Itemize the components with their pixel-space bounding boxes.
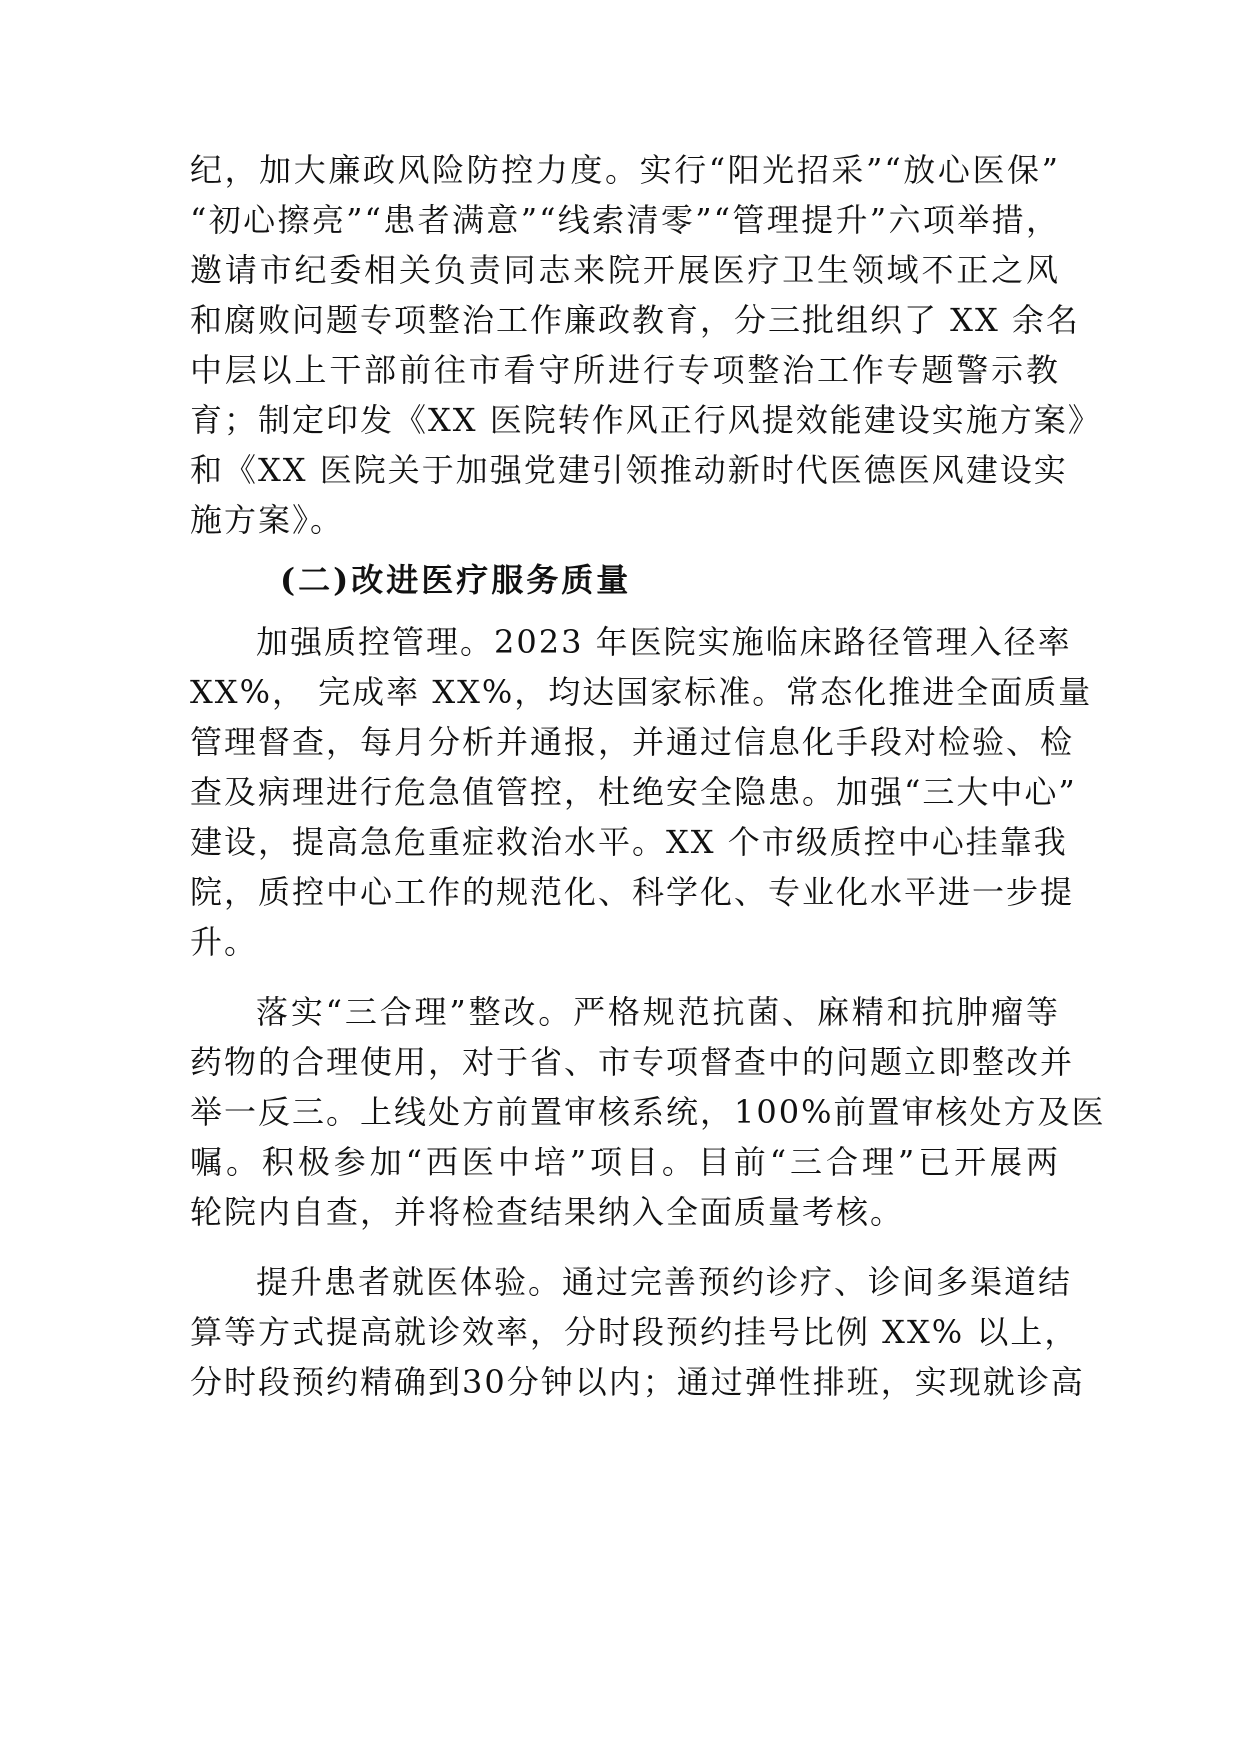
text-line: 举一反三。上线处方前置审核系统，100%前置审核处方及医 xyxy=(190,1093,1106,1131)
text-line: 算等方式提高就诊效率，分时段预约挂号比例 XX% 以上， xyxy=(190,1313,1079,1351)
text-line: 轮院内自查，并将检查结果纳入全面质量考核。 xyxy=(190,1193,905,1231)
text-line: 落实“三合理”整改。严格规范抗菌、麻精和抗肿瘤等 xyxy=(256,993,1060,1031)
text-line: 嘱。积极参加“西医中培”项目。目前“三合理”已开展两 xyxy=(190,1143,1060,1181)
text-line: 建设，提高急危重症救治水平。XX 个市级质控中心挂靠我 xyxy=(190,823,1068,861)
text-line: 分时段预约精确到30分钟以内；通过弹性排班，实现就诊高 xyxy=(190,1363,1085,1401)
text-line: 纪，加大廉政风险防控力度。实行“阳光招采”“放心医保” xyxy=(190,151,1060,189)
text-line: 和《XX 医院关于加强党建引领推动新时代医德医风建设实 xyxy=(190,451,1068,489)
section-heading: (二)改进医疗服务质量 xyxy=(280,561,632,599)
text-line: 药物的合理使用，对于省、市专项督查中的问题立即整改并 xyxy=(190,1043,1075,1081)
text-line: 中层以上干部前往市看守所进行专项整治工作专题警示教 xyxy=(190,351,1060,389)
text-line: 邀请市纪委相关负责同志来院开展医疗卫生领域不正之风 xyxy=(190,251,1060,289)
text-line: 查及病理进行危急值管控，杜绝安全隐患。加强“三大中心” xyxy=(190,773,1077,811)
text-line: 升。 xyxy=(190,923,259,961)
text-line: 施方案》。 xyxy=(190,501,345,539)
text-line: XX%， 完成率 XX%，均达国家标准。常态化推进全面质量 xyxy=(190,673,1093,711)
text-line: 加强质控管理。2023 年医院实施临床路径管理入径率 xyxy=(256,623,1072,661)
text-line: 和腐败问题专项整治工作廉政教育，分三批组织了 XX 余名 xyxy=(190,301,1080,339)
text-line: 院，质控中心工作的规范化、科学化、专业化水平进一步提 xyxy=(190,873,1075,911)
text-line: 提升患者就医体验。通过完善预约诊疗、诊间多渠道结 xyxy=(256,1263,1073,1301)
text-line: “初心擦亮”“患者满意”“线索清零”“管理提升”六项举措， xyxy=(190,201,1060,239)
text-line: 育；制定印发《XX 医院转作风正行风提效能建设实施方案》 xyxy=(190,401,1102,439)
text-line: 管理督查，每月分析并通报，并通过信息化手段对检验、检 xyxy=(190,723,1075,761)
